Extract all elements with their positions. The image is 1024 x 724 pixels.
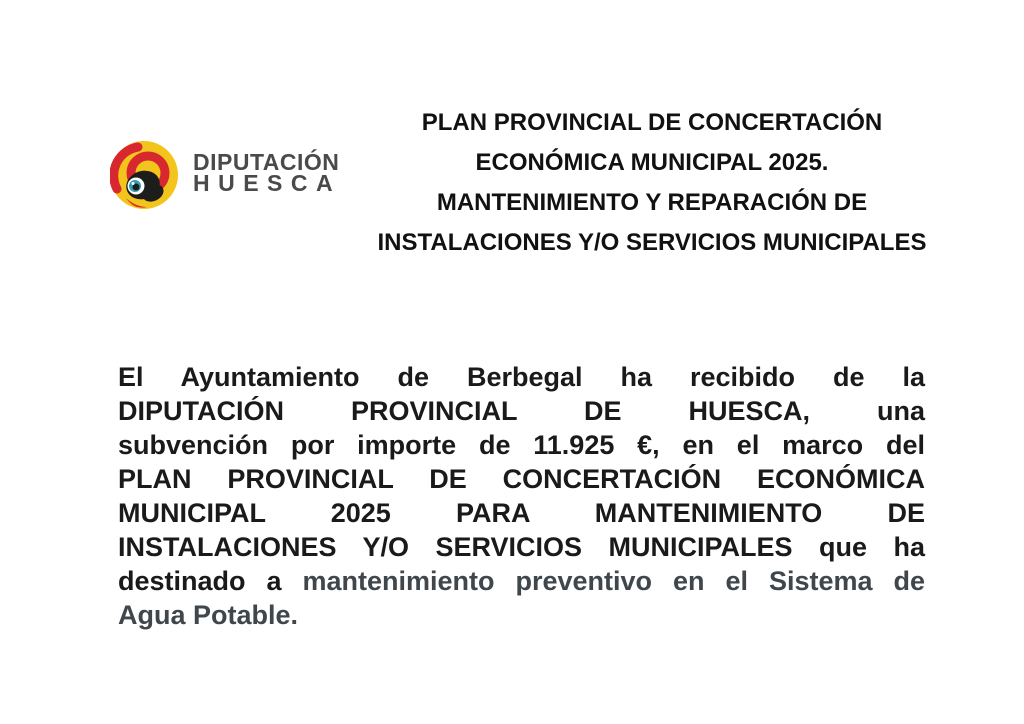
grant-text-line-7 <box>118 564 925 598</box>
grant-text-line-8 <box>118 598 925 632</box>
grant-destination-lead: destinado a <box>118 566 303 596</box>
title-line-1: PLAN PROVINCIAL DE CONCERTACIÓN <box>421 109 883 136</box>
title-line-2: ECONÓMICA MUNICIPAL 2025. <box>475 149 829 176</box>
title-line-4: INSTALACIONES Y/O SERVICIOS MUNICIPALES <box>377 229 927 256</box>
logo-wordmark <box>193 149 342 196</box>
grant-destination-text: mantenimiento preventivo en el Sistema de <box>302 566 926 596</box>
grant-text-line-5: MUNICIPAL 2025 PARA MANTENIMIENTO DE <box>118 498 925 528</box>
diputacion-huesca-logo-icon <box>110 141 178 209</box>
diputacion-huesca-logo <box>110 141 341 209</box>
document-title <box>352 103 952 263</box>
title-line-3: MANTENIMIENTO Y REPARACIÓN DE <box>436 189 868 216</box>
grant-text-line-4: PLAN PROVINCIAL DE CONCERTACIÓN ECONÓMICA <box>118 464 925 494</box>
grant-destination-text-end: Agua Potable. <box>118 600 299 630</box>
grant-text-line-2: DIPUTACIÓN PROVINCIAL DE HUESCA, una <box>118 396 925 426</box>
grant-text-line-1: El Ayuntamiento de Berbegal ha recibido de la <box>118 362 925 392</box>
logo-text-diputacion: DIPUTACIÓN <box>193 149 340 175</box>
grant-text-line-3: subvención por importe de 11.925 €, en el marco del <box>118 430 925 460</box>
grant-paragraph <box>118 360 925 632</box>
grant-text-line-6: INSTALACIONES Y/O SERVICIOS MUNICIPALES que ha <box>118 532 925 562</box>
logo-text-huesca: HUESCA <box>193 170 342 196</box>
